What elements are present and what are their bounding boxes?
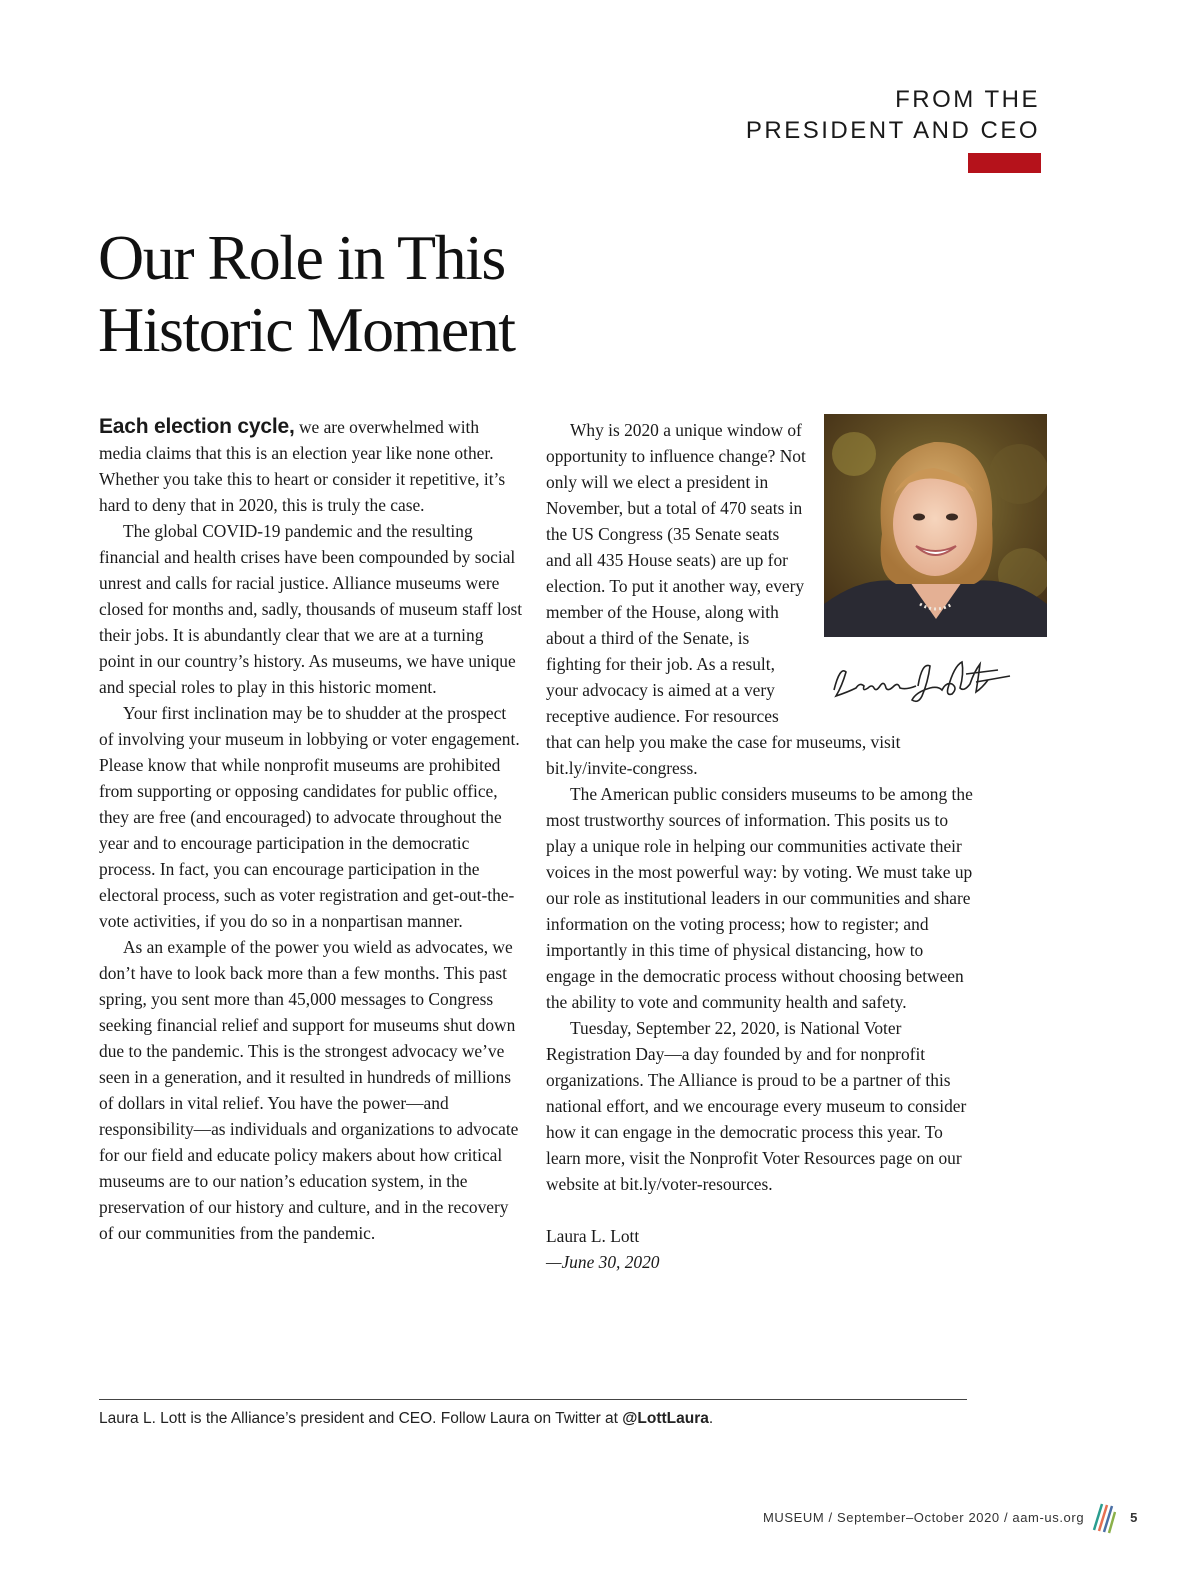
paragraph: The global COVID-19 pandemic and the resulting financial and health crises have been compounded by social unrest and calls for racial justice. Alliance museums were closed for months and, sadly, thousands of museum staff lost their jobs. It is abundantly clear that we are at a turning point in our country’s history. As museums, we have unique and special roles to play in this historic moment. bbox=[99, 521, 523, 697]
accent-bar bbox=[968, 153, 1041, 173]
headline-line1: Our Role in This bbox=[98, 222, 505, 293]
author-bio-end: . bbox=[708, 1410, 714, 1427]
section-label-line1: FROM THE bbox=[895, 86, 1040, 113]
author-bio-text: Laura L. Lott is the Alliance’s president and CEO. Follow Laura on Twitter at bbox=[99, 1410, 623, 1427]
section-label-line2: PRESIDENT AND CEO bbox=[745, 117, 1040, 144]
paragraph: The American public considers museums to be among the most trustworthy sources of information. This posits us to play a unique role in helping our communities activate their voices in the most powerful way: by voting. We must take up our role as institutional leaders in our communities and share information on the voting process; how to register; and importantly in this time of physical distancing, how to engage in the democratic process without choosing between the ability to vote and community health and safety. bbox=[546, 784, 973, 1012]
headline bbox=[98, 222, 698, 366]
paragraph bbox=[99, 414, 523, 518]
aam-logo-icon bbox=[1092, 1500, 1116, 1534]
signature-image bbox=[826, 652, 1016, 708]
paragraph: As an example of the power you wield as advocates, we don’t have to look back more than a few months. This past spring, you sent more than 45,000 messages to Congress seeking financial relief and support for museums shut down due to the pandemic. This is the strongest advocacy we’ve seen in a generation, and it resulted in hundreds of millions of dollars in vital relief. You have the power—and responsibility—as individuals and organizations to advocate for our field and educate policy makers about how critical museums are to our nation’s education system, in the preservation of our history and culture, and in the recovery of our communities from the pandemic. bbox=[99, 937, 519, 1243]
section-label bbox=[746, 84, 1040, 146]
paragraph: Why is 2020 a unique window of opportunity to influence change? Not only will we elect a president in November, but a total of 470 seats in the US Congress (35 Senate seats and all 435 House seats) are up for election. To put it another way, every member of the House, along with about a third of the Senate, is fighting for their job. As a result, your advocacy is aimed at a very receptive audience. For resources that can help you make the case for museums, visit bit.ly/invite-congress. bbox=[546, 420, 901, 778]
paragraph-text: we are overwhelmed with media claims that this is an election year like none other. Whether you take this to heart or consider it repetitive, it’s hard to deny that in 2020, this is truly the case. bbox=[99, 417, 506, 515]
paragraph: Your first inclination may be to shudder at the prospect of involving your museum in lobbying or voter engagement. Please know that while nonprofit museums are prohibited from supporting or opposing candidates for public office, they are free (and encouraged) to advocate throughout the year and to encourage participation in the democratic process. In fact, you can encourage participation in the electoral process, such as voter registration and get-out-the-vote activities, if you do so in a nonpartisan manner. bbox=[99, 703, 520, 931]
footer-text: MUSEUM / September–October 2020 / aam-us.org bbox=[762, 1509, 1085, 1525]
page-footer bbox=[763, 1500, 1138, 1534]
author-bio bbox=[99, 1410, 713, 1428]
author-portrait bbox=[824, 414, 1047, 637]
footnote-rule bbox=[99, 1399, 967, 1400]
article-column-1 bbox=[99, 414, 523, 1246]
signoff-name: Laura L. Lott bbox=[546, 1226, 640, 1246]
signoff-date: —June 30, 2020 bbox=[546, 1252, 660, 1272]
paragraph: Tuesday, September 22, 2020, is National Voter Registration Day—a day founded by and for nonprofit organizations. The Alliance is proud to be a partner of this national effort, and we encourage every museum to consider how it can engage in the democratic process this year. To learn more, visit the Nonprofit Voter Resources page on our website at bit.ly/voter-resources. bbox=[546, 1018, 967, 1194]
twitter-handle-link[interactable]: @LottLaura bbox=[622, 1410, 709, 1427]
lead-in: Each election cycle, bbox=[99, 415, 295, 438]
signoff bbox=[546, 1223, 976, 1275]
headline-line2: Historic Moment bbox=[98, 294, 515, 365]
portrait-image bbox=[824, 414, 1047, 637]
page-number: 5 bbox=[1130, 1509, 1138, 1525]
